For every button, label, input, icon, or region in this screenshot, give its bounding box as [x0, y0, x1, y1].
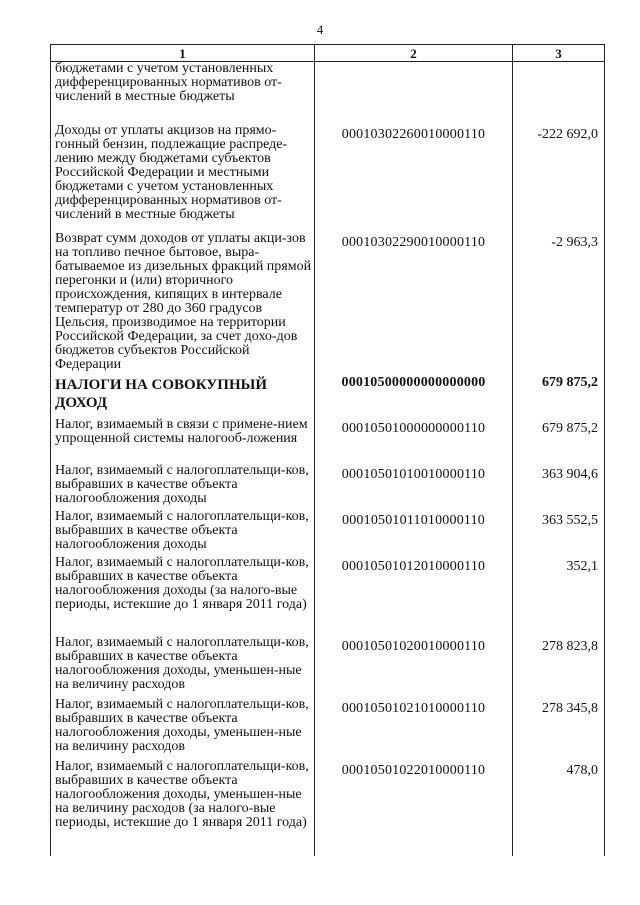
row-amount: 478,0: [566, 762, 598, 778]
row-amount-cell: [513, 760, 605, 856]
row-amount: 679 875,2: [542, 420, 598, 436]
row-amount-cell: [513, 556, 605, 636]
row-amount: 679 875,2: [542, 374, 598, 390]
table-row: [51, 556, 605, 636]
row-name-cell: [51, 418, 315, 464]
row-code: 00010501020010000110: [341, 638, 486, 654]
row-amount-cell: [513, 372, 605, 418]
row-code: 00010501012010000110: [341, 558, 486, 574]
row-code-cell: [315, 124, 513, 232]
row-amount-cell: [513, 124, 605, 232]
row-amount-cell: [513, 62, 605, 124]
row-name: Возврат сумм доходов от уплаты акци-зов на топливо печное бытовое, выра-батываемое из дизельных фракций прямой перегонки и (или) вторичного происхождения, кипящих в интервале температур от 280 до 360 градусов Цельсия, производимое на территории Российской Федерации, за счет дохо-дов бюджетов субъектов Российской Федерации: [55, 230, 312, 372]
row-name-cell: [51, 62, 315, 124]
row-amount: 363 904,6: [542, 466, 598, 482]
row-code-cell: [315, 556, 513, 636]
row-name-cell: [51, 372, 315, 418]
row-code-cell: [315, 372, 513, 418]
row-amount-cell: [513, 510, 605, 556]
table-body: [51, 62, 605, 856]
table-row: [51, 464, 605, 510]
row-code: 00010501022010000110: [341, 762, 486, 778]
row-name-cell: [51, 510, 315, 556]
row-name: Налог, взимаемый с налогоплательщи-ков, выбравших в качестве объекта налогообложения доходы (за налого-вые периоды, истекшие до 1 января 2011 года): [55, 554, 309, 612]
row-code-cell: [315, 636, 513, 698]
table-row: [51, 62, 605, 124]
row-code-cell: [315, 418, 513, 464]
row-code-cell: [315, 510, 513, 556]
table-row: [51, 124, 605, 232]
row-amount-cell: [513, 418, 605, 464]
row-code: 00010501000000000110: [341, 420, 486, 436]
column-header-2: 2: [315, 45, 513, 62]
row-amount-cell: [513, 464, 605, 510]
header-row: [51, 45, 605, 62]
row-name-cell: [51, 124, 315, 232]
table-row: [51, 760, 605, 856]
row-code-cell: [315, 698, 513, 760]
table-row: [51, 372, 605, 418]
row-name-cell: [51, 556, 315, 636]
row-amount: 278 823,8: [542, 638, 598, 654]
table-row: [51, 232, 605, 372]
row-name-cell: [51, 464, 315, 510]
row-name: Налог, взимаемый с налогоплательщи-ков, выбравших в качестве объекта налогообложения доходы, уменьшен-ные на величину расходов: [55, 696, 309, 754]
row-name-cell: [51, 698, 315, 760]
row-amount: 352,1: [566, 558, 598, 574]
row-name-cell: [51, 760, 315, 856]
row-amount: -2 963,3: [551, 234, 598, 250]
row-name: Налог, взимаемый с налогоплательщи-ков, выбравших в качестве объекта налогообложения доходы: [55, 508, 309, 552]
row-name: Налог, взимаемый с налогоплательщи-ков, выбравших в качестве объекта налогообложения доходы: [55, 462, 309, 506]
page-number: 4: [316, 22, 324, 37]
row-code-cell: [315, 232, 513, 372]
row-code: 00010501010010000110: [341, 466, 486, 482]
budget-table: [50, 44, 605, 856]
row-amount: 278 345,8: [542, 700, 598, 716]
row-code: 00010302290010000110: [341, 234, 486, 250]
row-amount-cell: [513, 698, 605, 760]
row-code-cell: [315, 62, 513, 124]
table-row: [51, 510, 605, 556]
column-header-3: 3: [513, 45, 605, 62]
row-name-cell: [51, 636, 315, 698]
row-code: [315, 62, 512, 66]
row-amount: [513, 62, 604, 66]
row-code: 00010302260010000110: [341, 126, 486, 142]
row-name-cell: [51, 232, 315, 372]
row-amount-cell: [513, 636, 605, 698]
table-row: [51, 698, 605, 760]
row-amount-cell: [513, 232, 605, 372]
row-code: 00010501011010000110: [342, 512, 485, 528]
row-name: бюджетами с учетом установленных дифференцированных нормативов от-числений в местные бюджеты: [55, 61, 282, 104]
row-name: Доходы от уплаты акцизов на прямо-гонный бензин, подлежащие распреде-лению между бюджетами субъектов Российской Федерации и местными бюджетами с учетом установленных дифференцированных нормативов от-числений в местные бюджеты: [55, 122, 288, 222]
table-row: [51, 418, 605, 464]
row-amount: -222 692,0: [537, 126, 598, 142]
row-name: Налог, взимаемый с налогоплательщи-ков, выбравших в качестве объекта налогообложения доходы, уменьшен-ные на величину расходов: [55, 634, 309, 692]
row-code: 00010500000000000000: [341, 374, 486, 390]
row-name: НАЛОГИ НА СОВОКУПНЫЙ ДОХОД: [55, 376, 268, 411]
row-amount: 363 552,5: [542, 512, 598, 528]
row-name: Налог, взимаемый в связи с примене-нием упрощенной системы налогооб-ложения: [55, 416, 308, 446]
row-code-cell: [315, 464, 513, 510]
column-header-1: 1: [51, 45, 315, 62]
table-row: [51, 636, 605, 698]
row-code-cell: [315, 760, 513, 856]
row-name: Налог, взимаемый с налогоплательщи-ков, выбравших в качестве объекта налогообложения доходы, уменьшен-ные на величину расходов (за налого-вые периоды, истекшие до 1 января 2011 года): [55, 758, 309, 830]
row-code: 00010501021010000110: [341, 700, 486, 716]
